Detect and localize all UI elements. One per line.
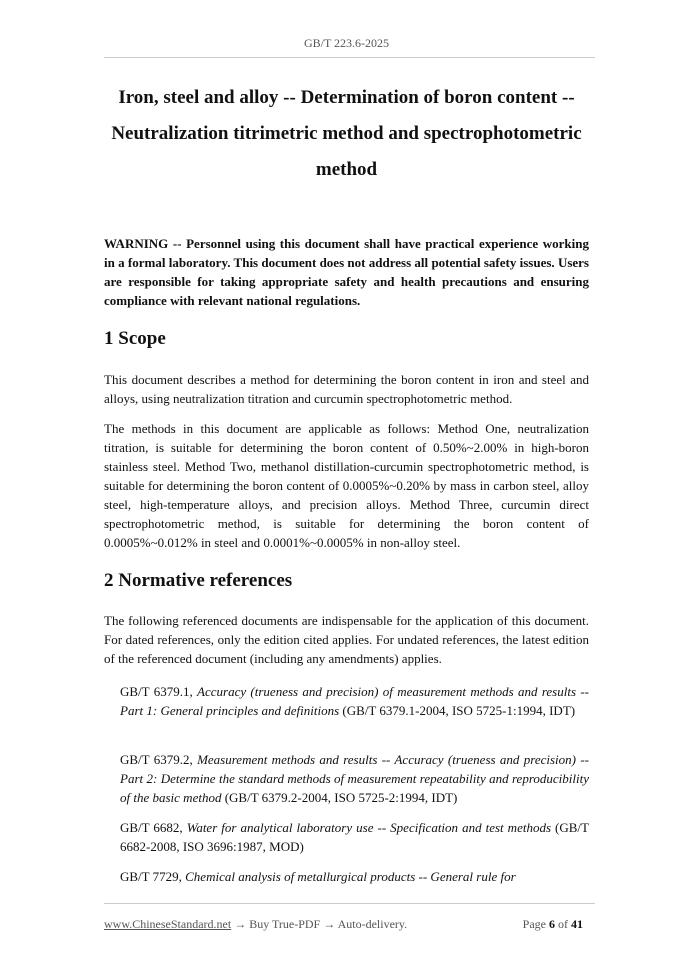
reference-code: GB/T 6379.2,: [120, 752, 198, 767]
header-standard-code: GB/T 223.6-2025: [303, 36, 390, 50]
footer-divider: [104, 903, 595, 904]
arrow-right-icon: →: [231, 917, 250, 931]
reference-title: Water for analytical laboratory use -- Specification and test methods: [186, 820, 552, 835]
reference-note: (GB/T 6379.2-2004, ISO 5725-2:1994, IDT): [221, 790, 458, 805]
reference-item: [120, 682, 589, 720]
reference-code: GB/T 7729,: [120, 869, 186, 884]
warning-paragraph: WARNING -- Personnel using this document shall have practical experience working in a formal laboratory. This document does not address all potential safety issues. Users are responsible for taking appropriate safety and health precautions and ensuring compliance with relevant national regulations.: [104, 236, 589, 308]
arrow-right-icon: →: [320, 917, 338, 931]
normative-intro-paragraph: The following referenced documents are indispensable for the application of this document. For dated references, only the edition cited applies. For undated references, the latest edition of the referenced document (including any amendments) applies.: [104, 613, 589, 666]
title-line-1: Iron, steel and alloy -- Determination of boron content --: [118, 87, 575, 108]
title-line-3: method: [315, 159, 378, 180]
scope-paragraph-1: This document describes a method for determining the boron content in iron and steel and alloys, using neutralization titration and curcumin spectrophotometric method.: [104, 372, 589, 406]
footer-links: [104, 917, 407, 932]
reference-title: Chemical analysis of metallurgical products -- General rule for: [185, 869, 516, 884]
site-link[interactable]: www.ChineseStandard.net: [104, 917, 232, 931]
reference-code: GB/T 6682,: [120, 820, 187, 835]
title-line-2: Neutralization titrimetric method and spectrophotometric: [111, 123, 582, 144]
buy-pdf-link[interactable]: Buy True-PDF: [249, 917, 321, 931]
reference-item: [120, 750, 589, 807]
normative-references-heading: 2 Normative references: [104, 570, 293, 591]
reference-note: (GB/T 6379.1-2004, ISO 5725-1:1994, IDT): [339, 703, 576, 718]
reference-note: (GB/T 6682-2008, ISO 3696:1987, MOD): [120, 820, 589, 854]
page-label: Page: [522, 917, 549, 931]
scope-paragraph-2: The methods in this document are applicable as follows: Method One, neutralization titration, is suitable for determining the boron content of 0.50%~2.00% in high-boron stainless steel. Method Two, methanol distillation-curcumin spectrophotometric method, is suitable for determining the boron content of 0.0005%~0.20% by mass in carbon steel, alloy steel, high-temperature alloys, and precision alloys. Method Three, curcumin direct spectrophotometric method, is suitable for determining the boron content of 0.0005%~0.012% in steel and 0.0001%~0.0005% in non-alloy steel.: [104, 421, 589, 550]
reference-item: [120, 818, 589, 856]
scope-heading: 1 Scope: [104, 328, 166, 349]
of-label: of: [555, 917, 571, 931]
page-number: 6: [549, 917, 555, 931]
header-divider: [104, 57, 595, 58]
auto-delivery-text: Auto-delivery.: [337, 917, 408, 931]
page-indicator: [523, 917, 583, 932]
page-total: 41: [571, 917, 583, 931]
reference-title: Measurement methods and results -- Accuracy (trueness and precision) -- Part 2: Determine the standard methods of measurement repeatability and reproducibility of the basic method: [120, 752, 589, 805]
document-title: [104, 80, 589, 188]
reference-item: [120, 867, 589, 886]
reference-title: Accuracy (trueness and precision) of measurement methods and results -- Part 1: General principles and definitions: [120, 684, 589, 718]
reference-code: GB/T 6379.1,: [120, 684, 198, 699]
